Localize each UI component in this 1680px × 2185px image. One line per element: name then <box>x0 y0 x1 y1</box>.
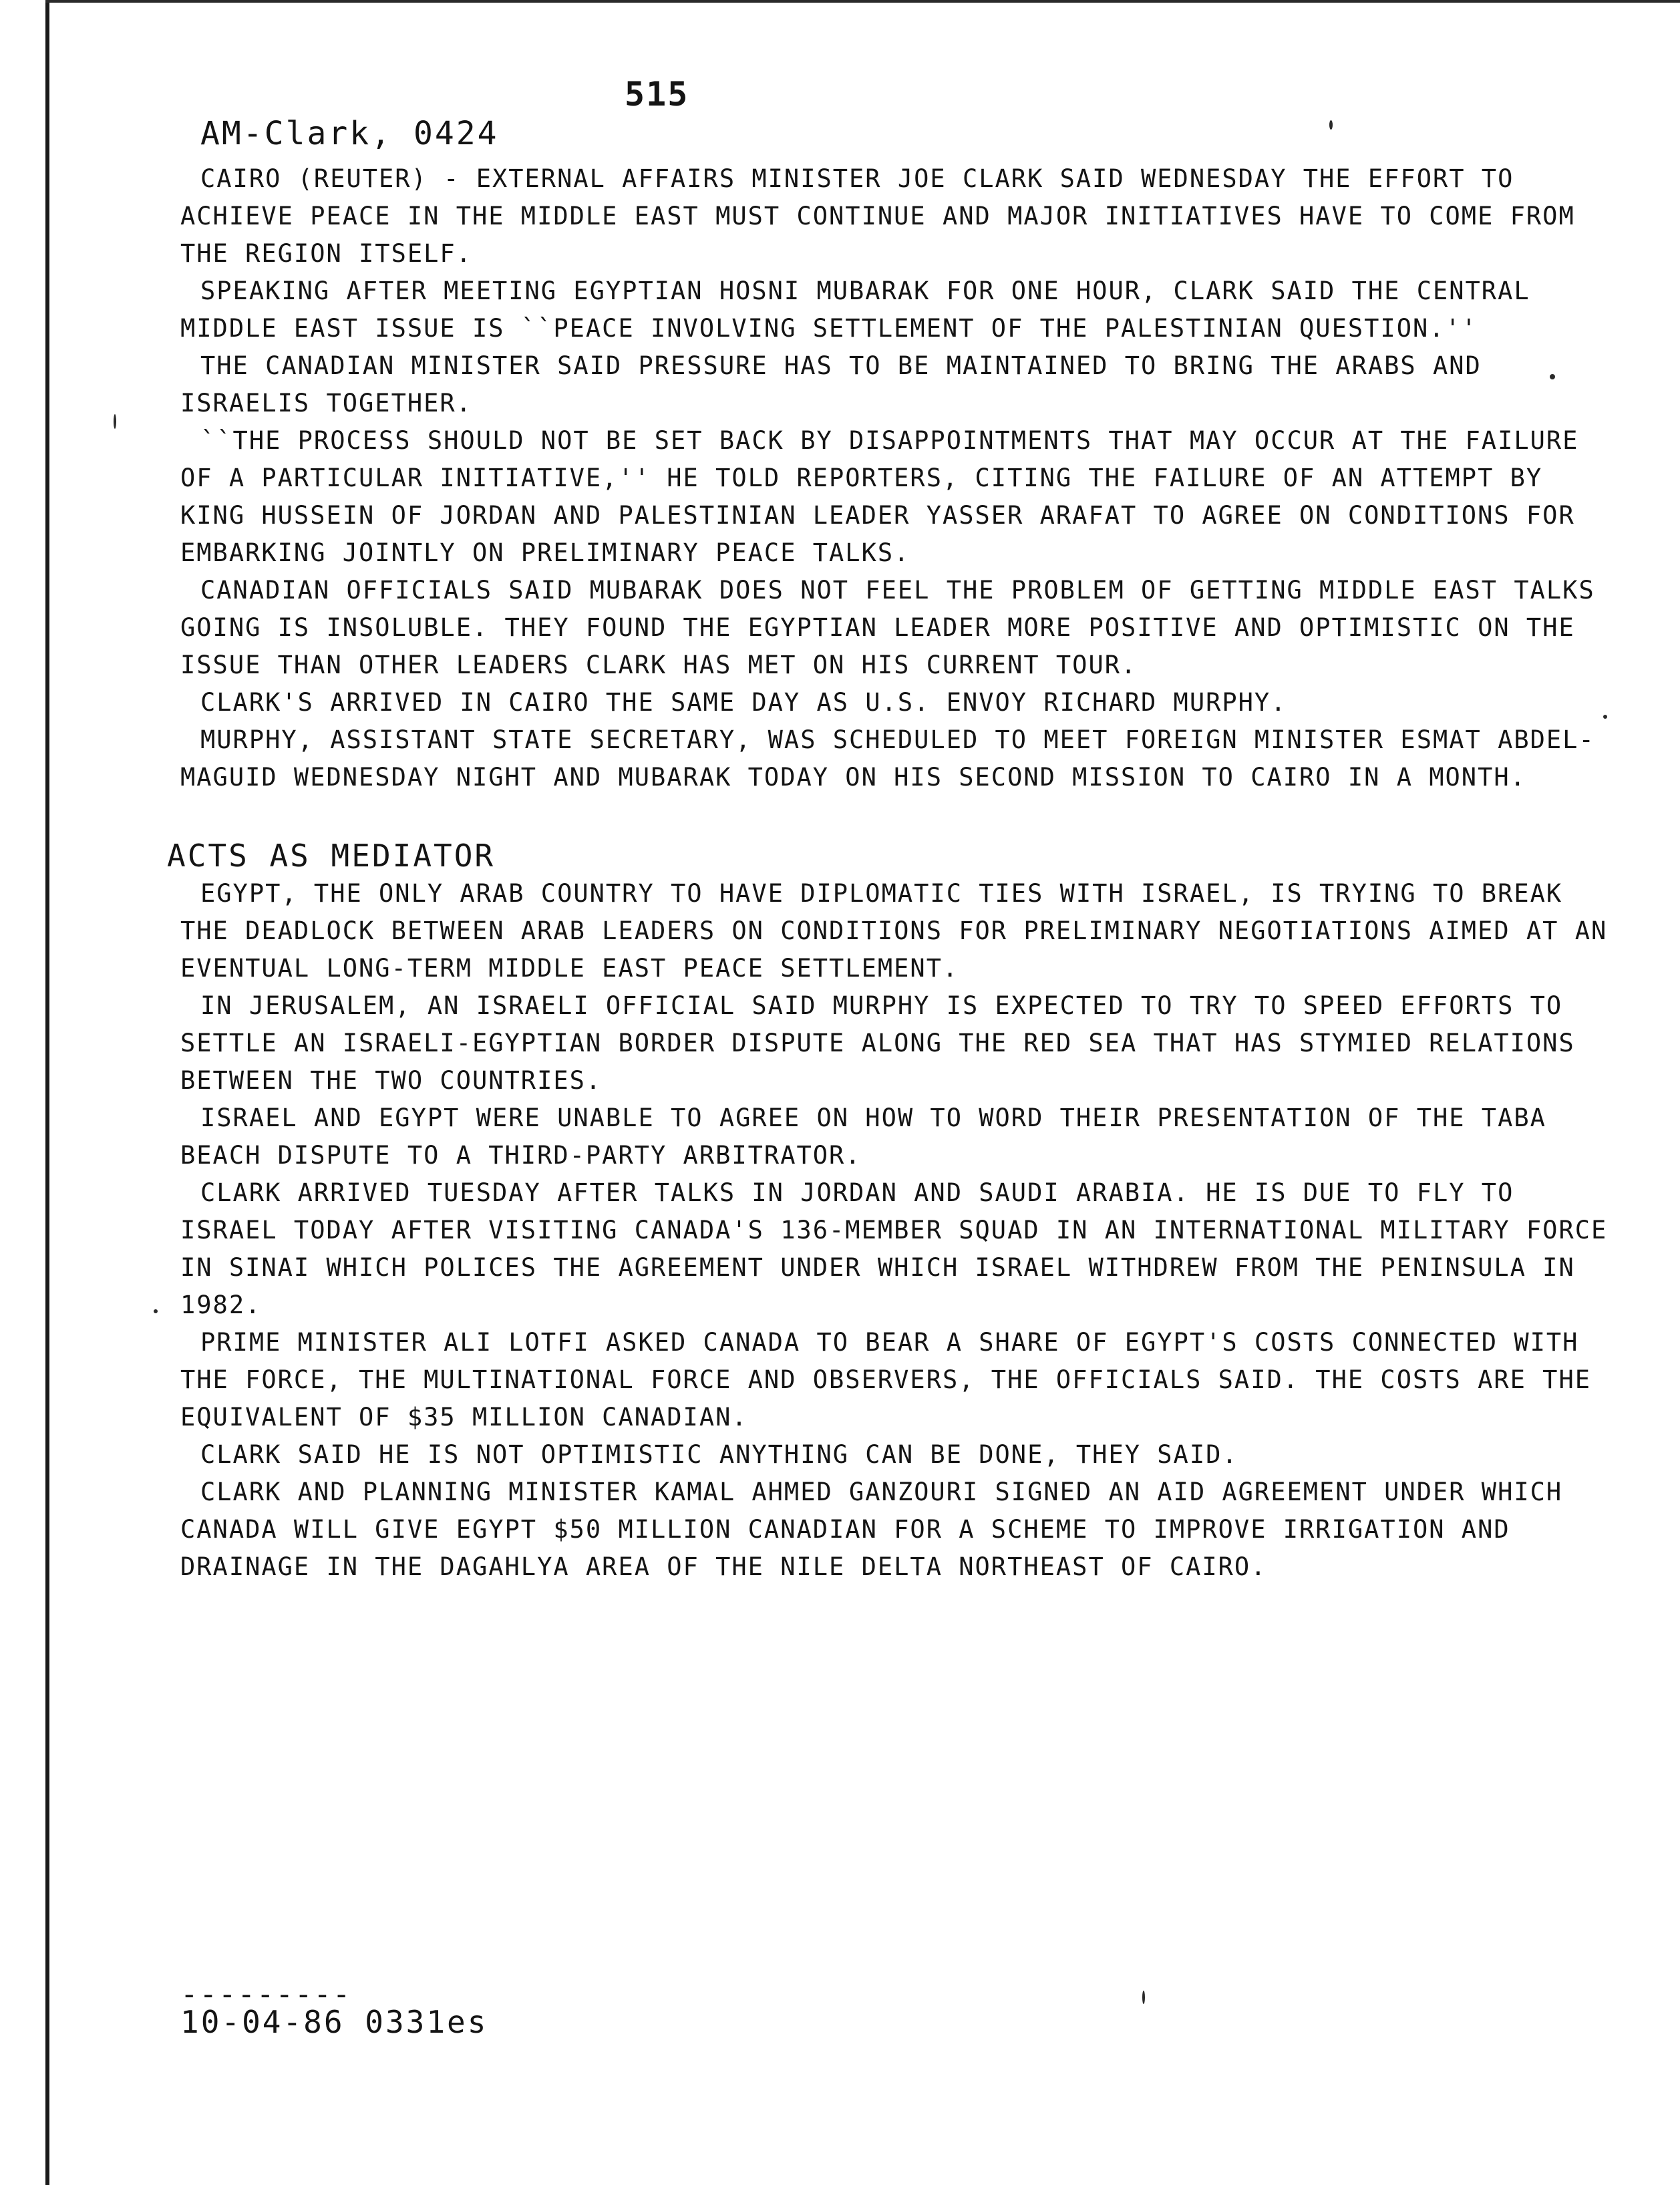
paragraph-11: CLARK ARRIVED TUESDAY AFTER TALKS IN JORDAN AND SAUDI ARABIA. HE IS DUE TO FLY TO ISRAEL TODAY AFTER VISITING CANADA'S 136-MEMBER SQUAD IN AN INTERNATIONAL MILITARY FORCE IN SINAI WHICH POLICES THE AGREEMENT UNDER WHICH ISRAEL WITHDREW FROM THE PENINSULA IN 1982. <box>180 1178 1608 1319</box>
scan-speck <box>1142 1991 1145 2004</box>
scan-speck <box>154 1309 158 1313</box>
article-body <box>167 160 1617 1586</box>
paragraph-5: CANADIAN OFFICIALS SAID MUBARAK DOES NOT FEEL THE PROBLEM OF GETTING MIDDLE EAST TALKS GOING IS INSOLUBLE. THEY FOUND THE EGYPTIAN LEADER MORE POSITIVE AND OPTIMISTIC ON THE ISSUE THAN OTHER LEADERS CLARK HAS MET ON HIS CURRENT TOUR. <box>180 576 1595 679</box>
paragraph-8: EGYPT, THE ONLY ARAB COUNTRY TO HAVE DIPLOMATIC TIES WITH ISRAEL, IS TRYING TO BREAK THE DEADLOCK BETWEEN ARAB LEADERS ON CONDITIONS FOR PRELIMINARY NEGOTIATIONS AIMED AT AN EVENTUAL LONG-TERM MIDDLE EAST PEACE SETTLEMENT. <box>180 879 1608 983</box>
story-slug: AM-Clark, 0424 <box>200 115 499 152</box>
section-subhead: ACTS AS MEDIATOR <box>167 838 496 874</box>
paragraph-9: IN JERUSALEM, AN ISRAELI OFFICIAL SAID MURPHY IS EXPECTED TO TRY TO SPEED EFFORTS TO SETTLE AN ISRAELI-EGYPTIAN BORDER DISPUTE ALONG THE RED SEA THAT HAS STYMIED RELATIONS BETWEEN THE TWO COUNTRIES. <box>180 991 1575 1095</box>
paragraph-13: CLARK SAID HE IS NOT OPTIMISTIC ANYTHING CAN BE DONE, THEY SAID. <box>200 1440 1238 1469</box>
scan-border-top <box>45 0 1680 3</box>
paragraph-14: CLARK AND PLANNING MINISTER KAMAL AHMED GANZOURI SIGNED AN AID AGREEMENT UNDER WHICH CANADA WILL GIVE EGYPT $50 MILLION CANADIAN FOR A SCHEME TO IMPROVE IRRIGATION AND DRAINAGE IN THE DAGAHLYA AREA OF THE NILE DELTA NORTHEAST OF CAIRO. <box>180 1478 1563 1581</box>
scan-speck <box>114 414 116 429</box>
scan-speck <box>1329 120 1333 130</box>
paragraph-3: THE CANADIAN MINISTER SAID PRESSURE HAS TO BE MAINTAINED TO BRING THE ARABS AND ISRAELIS TOGETHER. <box>180 351 1482 417</box>
end-rule: --------- <box>180 1977 352 2011</box>
paragraph-2: SPEAKING AFTER MEETING EGYPTIAN HOSNI MUBARAK FOR ONE HOUR, CLARK SAID THE CENTRAL MIDDLE EAST ISSUE IS ``PEACE INVOLVING SETTLEMENT OF THE PALESTINIAN QUESTION.'' <box>180 277 1530 343</box>
paragraph-10: ISRAEL AND EGYPT WERE UNABLE TO AGREE ON HOW TO WORD THEIR PRESENTATION OF THE TABA BEACH DISPUTE TO A THIRD-PARTY ARBITRATOR. <box>180 1104 1546 1170</box>
scan-speck <box>1603 715 1607 719</box>
paragraph-12: PRIME MINISTER ALI LOTFI ASKED CANADA TO BEAR A SHARE OF EGYPT'S COSTS CONNECTED WITH THE FORCE, THE MULTINATIONAL FORCE AND OBSERVERS, THE OFFICIALS SAID. THE COSTS ARE THE EQUIVALENT OF $35 MILLION CANADIAN. <box>180 1328 1592 1432</box>
transmission-timestamp: 10-04-86 0331es <box>180 2004 488 2040</box>
paragraph-1: CAIRO (REUTER) - EXTERNAL AFFAIRS MINISTER JOE CLARK SAID WEDNESDAY THE EFFORT TO ACHIEVE PEACE IN THE MIDDLE EAST MUST CONTINUE AND MAJOR INITIATIVES HAVE TO COME FROM THE REGION ITSELF. <box>180 164 1575 268</box>
page-number: 515 <box>625 75 689 114</box>
scan-speck <box>1550 374 1555 379</box>
paragraph-6: CLARK'S ARRIVED IN CAIRO THE SAME DAY AS U.S. ENVOY RICHARD MURPHY. <box>200 688 1287 717</box>
paragraph-7: MURPHY, ASSISTANT STATE SECRETARY, WAS SCHEDULED TO MEET FOREIGN MINISTER ESMAT ABDEL-MAGUID WEDNESDAY NIGHT AND MUBARAK TODAY ON HIS SECOND MISSION TO CAIRO IN A MONTH. <box>180 725 1595 792</box>
scan-border-left <box>45 0 49 2185</box>
paragraph-4: ``THE PROCESS SHOULD NOT BE SET BACK BY DISAPPOINTMENTS THAT MAY OCCUR AT THE FAILURE OF A PARTICULAR INITIATIVE,'' HE TOLD REPORTERS, CITING THE FAILURE OF AN ATTEMPT BY KING HUSSEIN OF JORDAN AND PALESTINIAN LEADER YASSER ARAFAT TO AGREE ON CONDITIONS FOR EMBARKING JOINTLY ON PRELIMINARY PEACE TALKS. <box>180 426 1579 567</box>
